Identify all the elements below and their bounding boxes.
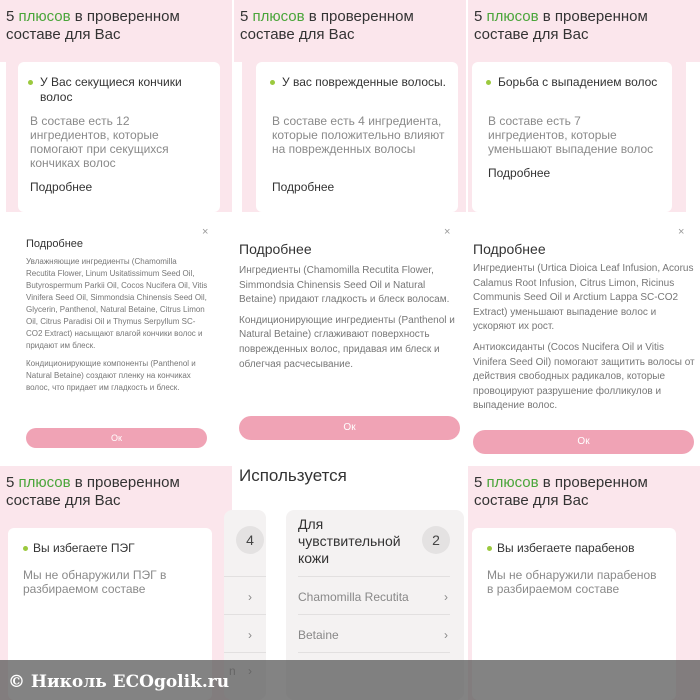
avoid-description: Мы не обнаружили парабенов в разбираемом составе xyxy=(487,568,657,596)
modal-paragraph: Ингредиенты (Chamomilla Recutita Flower, Simmondsia Chinensis Seed Oil и Natural Betaine) придают гладкость и блеск волосам. xyxy=(239,265,450,306)
divider xyxy=(224,576,266,577)
benefit-card xyxy=(472,62,672,212)
ingredient-row[interactable]: Betaine xyxy=(298,628,339,642)
benefit-card xyxy=(18,62,220,212)
chevron-right-icon[interactable]: › xyxy=(444,590,448,604)
chevron-right-icon[interactable]: › xyxy=(248,628,252,642)
more-link[interactable]: Подробнее xyxy=(488,166,551,180)
summary-title: 5 плюсов в проверенном составе для Вас xyxy=(474,8,648,43)
divider xyxy=(224,652,266,653)
modal-text xyxy=(26,256,208,400)
modal-paragraph: Кондиционирующие компоненты (Panthenol и Natural Betaine) создают пленку на кончиках волос, что придает им гладкость и блеск. xyxy=(26,359,196,392)
bullet-dot xyxy=(270,80,275,85)
close-icon[interactable]: × xyxy=(202,226,209,238)
modal-paragraph: Кондиционирующие ингредиенты (Panthenol и Natural Betaine) сглаживают поверхность поврежденных волос, придавая им блеск и облегчая расчесывание. xyxy=(239,314,455,370)
benefit-heading: Борьба с выпадением волос xyxy=(498,75,658,89)
benefit-description: В составе есть 12 ингредиентов, которые помогают при секущихся кончиках волос xyxy=(30,114,169,170)
details-modal-2 xyxy=(234,226,466,462)
ok-button[interactable]: Ок xyxy=(26,428,207,448)
modal-text xyxy=(473,262,695,420)
close-icon[interactable]: × xyxy=(678,226,685,238)
count-badge: 2 xyxy=(422,526,450,554)
modal-paragraph: Антиоксиданты (Cocos Nucifera Oil и Vitis Vinifera Seed Oil) помогают защитить волосы от действия свободных радикалов, которые провоцируют разрушение фолликулов и выпадение волос. xyxy=(473,341,695,412)
watermark-bar xyxy=(0,660,700,700)
more-link[interactable]: Подробнее xyxy=(30,180,93,194)
summary-title: 5 плюсов в проверенном составе для Вас xyxy=(474,474,648,509)
divider xyxy=(298,652,450,653)
divider xyxy=(298,576,450,577)
side-card-right xyxy=(686,62,700,212)
benefit-heading: У Вас секущиеся кончики волос xyxy=(40,75,182,104)
summary-title: 5 плюсов в проверенном составе для Вас xyxy=(240,8,414,43)
summary-title: 5 плюсов в проверенном составе для Вас xyxy=(6,8,180,43)
summary-highlight: плюсов xyxy=(486,8,539,25)
benefit-description: В составе есть 4 ингредиента, которые положительно влияют на поврежденных волосы xyxy=(272,114,445,156)
summary-tile-1 xyxy=(0,0,232,212)
modal-paragraph: Увлажняющие ингредиенты (Chamomilla Recutita Flower, Linum Usitatissimum Seed Oil, Butyrospermum Parkii Oil, Cocos Nucifera Oil, Vitis Vinifera Seed Oil, Simmondsia Chinensis Seed Oil, Glycerin, Panthenol, Natural Betaine, Citrus Limon Oil, Citrus Paradisi Oil и Thymus Serpyllum SC-CO2 Extract) насыщают влагой кончики волос и придают им блеск. xyxy=(26,257,208,350)
count-badge: 4 xyxy=(236,526,264,554)
chevron-right-icon[interactable]: › xyxy=(444,628,448,642)
details-modal-3 xyxy=(468,226,700,462)
modal-paragraph: Ингредиенты (Urtica Dioica Leaf Infusion, Acorus Calamus Root Infusion, Citrus Limon, Ricinus Communis Seed Oil и Arctium Lappa SC-CO2 Extract) уменьшают выпадение волос и ускоряют их рост. xyxy=(473,263,694,333)
ingredient-row[interactable]: Chamomilla Recutita xyxy=(298,590,409,604)
modal-title: Подробнее xyxy=(239,241,312,257)
avoid-description: Мы не обнаружили ПЭГ в разбираемом составе xyxy=(23,568,167,596)
avoid-heading: Вы избегаете ПЭГ xyxy=(33,541,135,555)
usage-category-heading: Для чувствительной кожи xyxy=(298,516,401,566)
usage-title: Используется xyxy=(239,466,347,485)
summary-highlight: плюсов xyxy=(18,8,71,25)
watermark-text: © Николь ECOgolik.ru xyxy=(8,672,230,692)
divider xyxy=(224,614,266,615)
modal-title: Подробнее xyxy=(26,238,84,250)
side-card-left xyxy=(0,62,6,212)
modal-text xyxy=(239,264,461,378)
ok-button[interactable]: Ок xyxy=(473,430,694,454)
bullet-dot xyxy=(28,80,33,85)
avoid-heading: Вы избегаете парабенов xyxy=(497,541,635,555)
summary-highlight: плюсов xyxy=(252,8,305,25)
summary-tile-3 xyxy=(468,0,700,212)
chevron-right-icon[interactable]: › xyxy=(248,590,252,604)
more-link[interactable]: Подробнее xyxy=(272,180,335,194)
modal-title: Подробнее xyxy=(473,241,546,257)
benefit-card xyxy=(256,62,458,212)
details-modal-1 xyxy=(0,226,232,462)
bullet-dot xyxy=(487,546,492,551)
summary-tile-2 xyxy=(234,0,466,212)
benefit-heading: У вас поврежденные волосы. xyxy=(282,75,446,89)
divider xyxy=(298,614,450,615)
side-card-left xyxy=(234,62,242,212)
summary-title: 5 плюсов в проверенном составе для Вас xyxy=(6,474,180,509)
close-icon[interactable]: × xyxy=(444,226,451,238)
summary-highlight: плюсов xyxy=(18,474,71,491)
benefit-description: В составе есть 7 ингредиентов, которые уменьшают выпадение волос xyxy=(488,114,654,156)
bullet-dot xyxy=(486,80,491,85)
ok-button[interactable]: Ок xyxy=(239,416,460,440)
bullet-dot xyxy=(23,546,28,551)
summary-highlight: плюсов xyxy=(486,474,539,491)
